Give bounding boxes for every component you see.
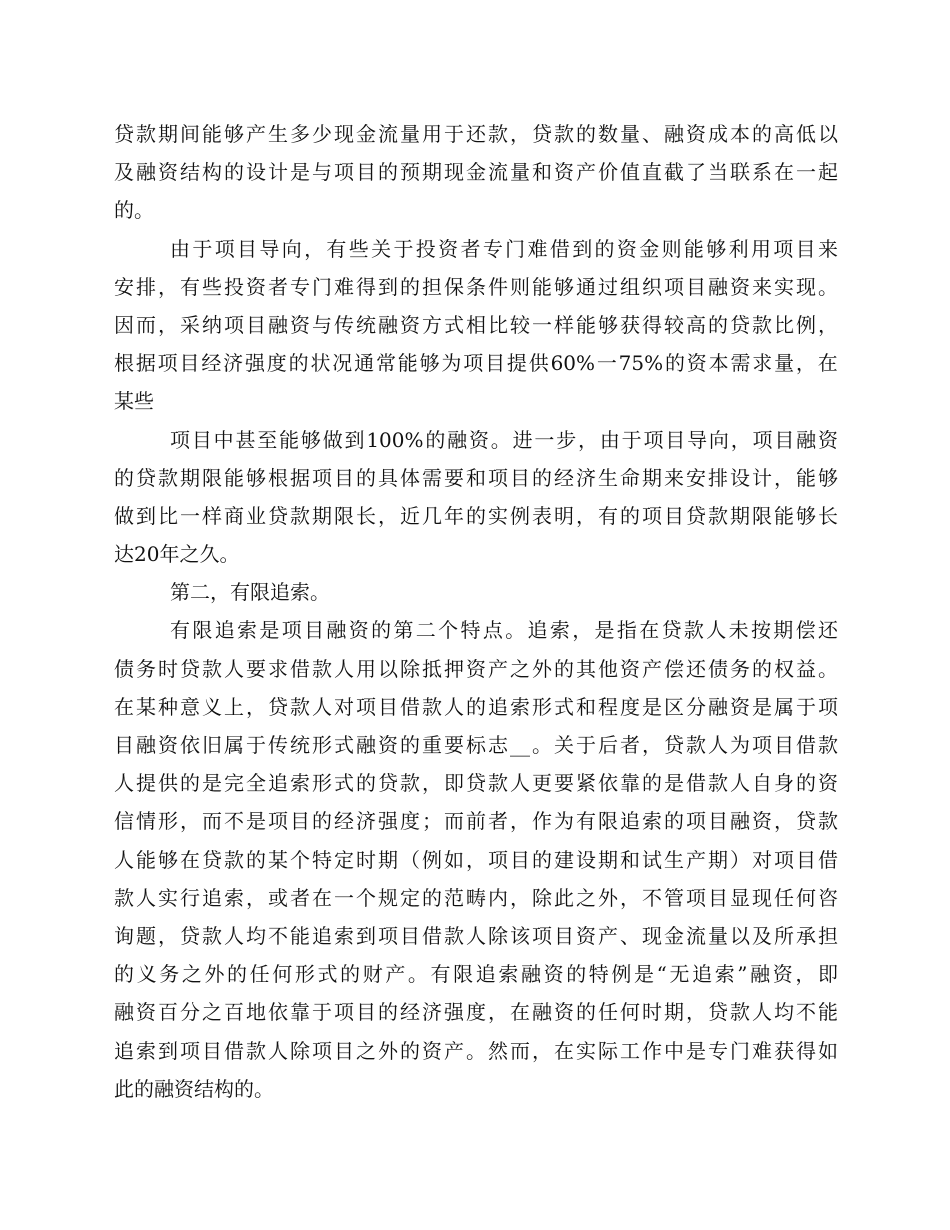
text-line: 根 据 项 目 经 济 强 度 的 状 况 通 常 能 够 为 项 目 提 供 60% 一 75% 的 资 本 需 求 量 ， 在 xyxy=(114,351,838,376)
text-line: 款 人 实 行 追 索 ， 或 者 在 一 个 规 定 的 范 畴 内 ， 除 此 之 外 ， 不 管 项 目 显 现 任 何 咨 xyxy=(114,885,838,910)
text-line: 做 到 比 一 样 商 业 贷 款 期 限 长 ， 近 几 年 的 实 例 表 明 ， 有 的 项 目 贷 款 期 限 能 够 长 xyxy=(114,503,838,528)
text-line: 的。 xyxy=(114,198,154,223)
text-line: 的 贷 款 期 限 能 够 根 据 项 目 的 具 体 需 要 和 项 目 的 经 济 生 命 期 来 安 排 设 计 ， 能 够 xyxy=(114,465,838,490)
text-line: 人 能 够 在 贷 款 的 某 个 特 定 时 期 （ 例 如 ， 项 目 的 建 设 期 和 试 生 产 期 ） 对 项 目 借 xyxy=(114,847,838,872)
text-line: 追 索 到 项 目 借 款 人 除 项 目 之 外 的 资 产 。 然 而 ， 在 实 际 工 作 中 是 专 门 难 获 得 如 xyxy=(114,1038,838,1063)
text-line: 的 义 务 之 外 的 任 何 形 式 的 财 产 。 有 限 追 索 融 资 的 特 例 是 “ 无 追 索 ” 融 资 ， 即 xyxy=(114,962,838,987)
text-line: 贷 款 期 间 能 够 产 生 多 少 现 金 流 量 用 于 还 款 ， 贷 款 的 数 量 、 融 资 成 本 的 高 低 以 xyxy=(114,122,838,146)
text-line: 此的融资结构的。 xyxy=(114,1076,274,1101)
text-line: 第二，有限追索。 xyxy=(170,580,330,605)
text-line: 由 于 项 目 导 向 ， 有 些 关 于 投 资 者 专 门 难 借 到 的 资 金 则 能 够 利 用 项 目 来 xyxy=(170,236,838,261)
text-line: 询 题 ， 贷 款 人 均 不 能 追 索 到 项 目 借 款 人 除 该 项 目 资 产 、 现 金 流 量 以 及 所 承 担 xyxy=(114,923,838,948)
text-line: 达20年之久。 xyxy=(114,542,240,567)
text-line: 有 限 追 索 是 项 目 融 资 的 第 二 个 特 点 。 追 索 ， 是 指 在 贷 款 人 未 按 期 偿 还 xyxy=(170,618,838,643)
text-line: 目 融 资 依 旧 属 于 传 统 形 式 融 资 的 重 要 标 志 __ 。 关 于 后 者 ， 贷 款 人 为 项 目 借 款 xyxy=(114,733,838,757)
text-line: 在 某 种 意 义 上 ， 贷 款 人 对 项 目 借 款 人 的 追 索 形 式 和 程 度 是 区 分 融 资 是 属 于 项 xyxy=(114,694,838,719)
text-line: 人 提 供 的 是 完 全 追 索 形 式 的 贷 款 ， 即 贷 款 人 更 要 紧 依 靠 的 是 借 款 人 自 身 的 资 xyxy=(114,771,838,796)
text-line: 项 目 中 甚 至 能 够 做 到 100% 的 融 资 。 进 一 步 ， 由 于 项 目 导 向 ， 项 目 融 资 xyxy=(170,427,838,452)
text-line: 及 融 资 结 构 的 设 计 是 与 项 目 的 预 期 现 金 流 量 和 资 产 价 值 直 截 了 当 联 系 在 一 起 xyxy=(114,160,838,185)
text-line: 某些 xyxy=(114,389,154,414)
text-line: 融 资 百 分 之 百 地 依 靠 于 项 目 的 经 济 强 度 ， 在 融 资 的 任 何 时 期 ， 贷 款 人 均 不 能 xyxy=(114,1000,838,1025)
text-line: 因 而 ， 采 纳 项 目 融 资 与 传 统 融 资 方 式 相 比 较 一 样 能 够 获 得 较 高 的 贷 款 比 例 ， xyxy=(114,312,838,337)
document-body xyxy=(114,115,838,1108)
text-line: 信 情 形 ， 而 不 是 项 目 的 经 济 强 度 ； 而 前 者 ， 作 为 有 限 追 索 的 项 目 融 资 ， 贷 款 xyxy=(114,809,838,834)
text-line: 债 务 时 贷 款 人 要 求 借 款 人 用 以 除 抵 押 资 产 之 外 的 其 他 资 产 偿 还 债 务 的 权 益 。 xyxy=(114,656,838,681)
text-line: 安 排 ， 有 些 投 资 者 专 门 难 得 到 的 担 保 条 件 则 能 够 通 过 组 织 项 目 融 资 来 实 现 。 xyxy=(114,274,838,299)
